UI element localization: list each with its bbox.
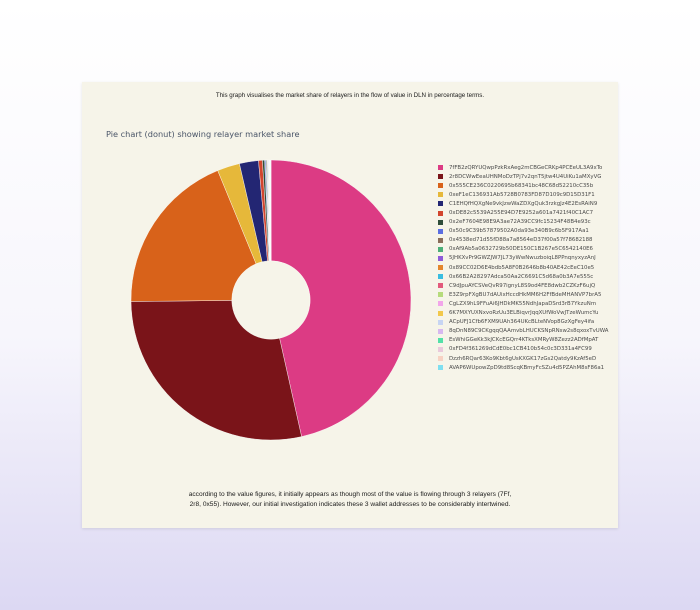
legend-item[interactable] xyxy=(438,218,616,227)
legend-label: ACpUFJ1Cfb6FXM9UAh364UKcBLteNVop8GzXgFey4ifa xyxy=(449,319,595,326)
legend-item[interactable] xyxy=(438,199,616,208)
legend-item[interactable] xyxy=(438,208,616,217)
legend-label: Dzzh6RQar63Ko9Kbt6gUsKXGK17zGs2Qatdy9KzAf5eD xyxy=(449,355,597,362)
legend-label: AVAP6WUpowZpD9td8ScqKBmyFcSZu4d5PZAhM8sF86a1 xyxy=(449,364,605,371)
legend-label: C9dJpuAYCSVeQvR97ignyL8S9od4FE8dwb2CZKzF6ujQ xyxy=(449,282,596,289)
legend-label: E3Z9rpFXgBU7dAUixHccdHkMM6H2FfBdeMHANVP7brA5 xyxy=(449,291,602,298)
legend-item[interactable] xyxy=(438,236,616,245)
legend-label: 0x4538ed71d55fD88a7a8564eD37f00a57f78682188 xyxy=(449,237,593,244)
legend-swatch xyxy=(438,201,443,206)
legend-swatch xyxy=(438,292,443,297)
legend-swatch xyxy=(438,338,443,343)
legend-label: EsWhiGGeKk3kJCKcEGQrr4KTksXMRyW8Zezz2ADfMpAT xyxy=(449,337,599,344)
legend-label: 0xFD4f361269dCdE0bc1CB410b54c0c3D331a4FC99 xyxy=(449,346,592,353)
legend-label: 6K7MXYUXNxvoRzUu3ELBiqvrJqqXUfWoVwJTzeWumcYu xyxy=(449,310,599,317)
legend-swatch xyxy=(438,347,443,352)
legend-label: 0xAf9Ab5a0632729b50DE150C1B267e5C6542140E6 xyxy=(449,246,593,253)
legend-label: 0x89CC02D6E4bdb5A8F0B2646b8b40AE42cEeC10e5 xyxy=(449,264,595,271)
legend-item[interactable] xyxy=(438,299,616,308)
legend-label: 7fFB2zQRYUQwpPzkRxAeg2mCBGeCRKp4PCEeUL3A9xTo xyxy=(449,164,603,171)
legend-swatch xyxy=(438,174,443,179)
legend-swatch xyxy=(438,220,443,225)
legend-item[interactable] xyxy=(438,227,616,236)
legend-swatch xyxy=(438,265,443,270)
legend-item[interactable] xyxy=(438,363,616,372)
legend-swatch xyxy=(438,329,443,334)
intro-text: This graph visualises the market share of relayers in the flow of value in DLN in percentage terms. xyxy=(215,92,485,99)
legend-label: 0x555CE236C0220695b68341bc48C68d52210cC35b xyxy=(449,182,594,189)
legend-item[interactable] xyxy=(438,336,616,345)
legend-swatch xyxy=(438,229,443,234)
legend-swatch xyxy=(438,238,443,243)
legend-item[interactable] xyxy=(438,172,616,181)
legend-item[interactable] xyxy=(438,327,616,336)
legend-swatch xyxy=(438,247,443,252)
chart-card xyxy=(82,82,618,528)
legend-swatch xyxy=(438,183,443,188)
legend-swatch xyxy=(438,320,443,325)
legend-label: 0x50c9C39b57879502A0da93e340B9c6b5F917Aa1 xyxy=(449,228,589,235)
legend-swatch xyxy=(438,283,443,288)
legend-item[interactable] xyxy=(438,281,616,290)
chart-legend xyxy=(438,163,616,372)
legend-item[interactable] xyxy=(438,254,616,263)
legend-item[interactable] xyxy=(438,272,616,281)
legend-item[interactable] xyxy=(438,345,616,354)
chart-caption: according to the value figures, it initially appears as though most of the value is flowing through 3 relayers (7Ff, 2r8, 0x55). However, our initial investigation indicates these 3 wallet addresses to be considerably intertwined. xyxy=(188,491,512,508)
legend-item[interactable] xyxy=(438,318,616,327)
legend-swatch xyxy=(438,365,443,370)
legend-label: 0x66B2A28297Adca50Aa2C6691C5d68a0b3A7e555c xyxy=(449,273,594,280)
chart-title: Pie chart (donut) showing relayer market share xyxy=(106,129,300,139)
donut-slice-1 xyxy=(131,300,302,440)
legend-swatch xyxy=(438,192,443,197)
legend-label: 2r8DCWwEeaUHNMoDzTPj7v2qnT5jtw4U4UiKu1aMXyVG xyxy=(449,173,602,180)
legend-label: 5JHKXvPr9GWZJW7JL73yWwNwuzboiqL8PPnqnyxyzAnJ xyxy=(449,255,596,262)
legend-label: 0x2eF7604E98E9A3ae72A39CC9fc15234F48B4e93c xyxy=(449,219,591,226)
legend-item[interactable] xyxy=(438,354,616,363)
legend-swatch xyxy=(438,356,443,361)
legend-item[interactable] xyxy=(438,190,616,199)
legend-swatch xyxy=(438,256,443,261)
legend-item[interactable] xyxy=(438,290,616,299)
legend-swatch xyxy=(438,311,443,316)
legend-swatch xyxy=(438,274,443,279)
donut-chart xyxy=(129,158,413,442)
legend-swatch xyxy=(438,211,443,216)
legend-item[interactable] xyxy=(438,163,616,172)
legend-label: 0xeF1eC136931Ab5728B0783FD87D109c9D15D31F1 xyxy=(449,191,595,198)
legend-label: 0xDE82c5539A255E94D7E9252a601a7421f40C1AC7 xyxy=(449,210,594,217)
legend-label: 8qDnN89C9CKgqqQAAmvbLHUCKSNpRNsw2s8qxoxTvUWA xyxy=(449,328,609,335)
legend-swatch xyxy=(438,301,443,306)
legend-item[interactable] xyxy=(438,309,616,318)
legend-item[interactable] xyxy=(438,263,616,272)
legend-label: CgLZX9hL9FFuAi6JHDkMK55NdhJapaDSrd3rB7YkzuNm xyxy=(449,300,597,307)
legend-item[interactable] xyxy=(438,245,616,254)
legend-swatch xyxy=(438,165,443,170)
legend-item[interactable] xyxy=(438,181,616,190)
legend-label: C1EHQfHQXgNe9vkJzwWaZDXgQuk3rzkgJz4E2EsRAiN9 xyxy=(449,200,598,207)
